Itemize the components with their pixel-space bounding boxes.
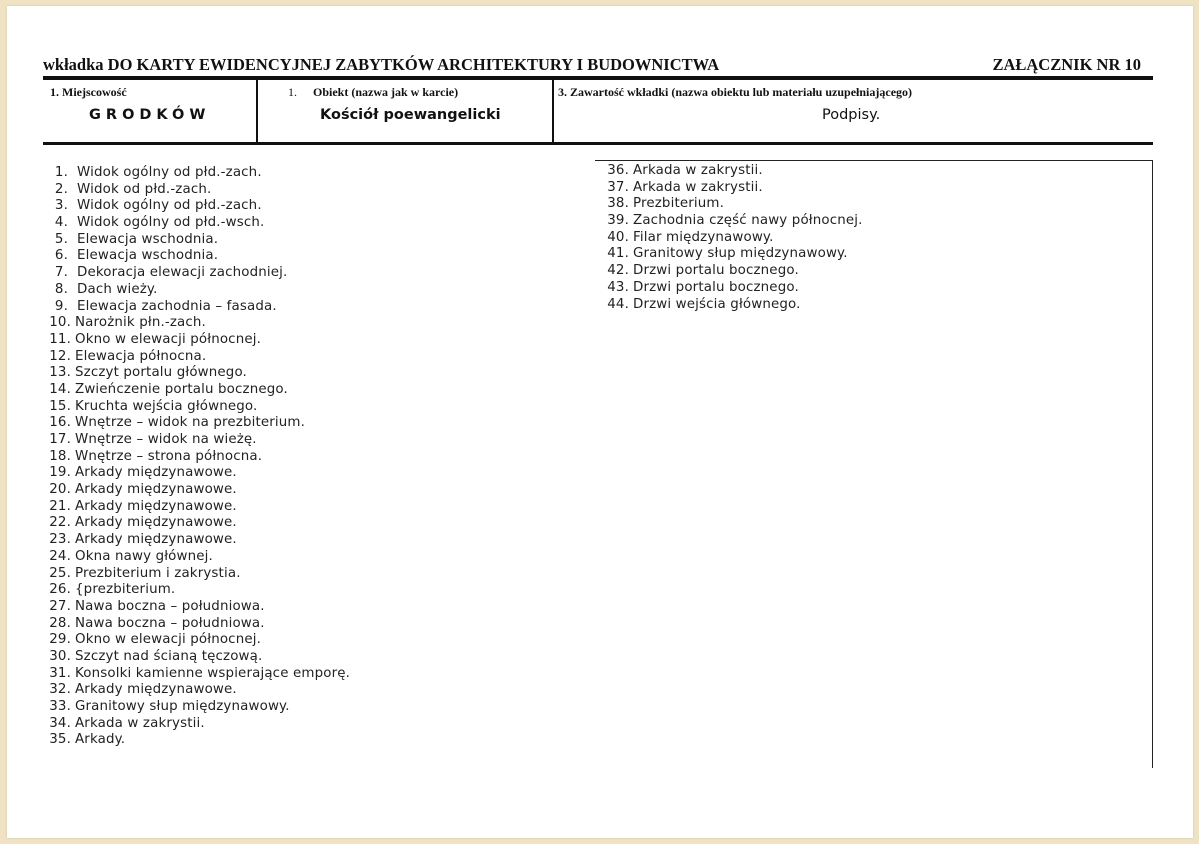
caption-number: 23.	[49, 532, 71, 548]
caption-item	[47, 282, 350, 299]
right-frame-side-line	[1152, 160, 1153, 768]
caption-number: 30.	[49, 648, 71, 664]
caption-text: Arkady międzynawowe.	[75, 515, 237, 531]
locality-label: 1. Miejscowość	[50, 85, 127, 99]
caption-item	[47, 482, 350, 499]
caption-number: 3.	[54, 198, 68, 214]
caption-number: 11.	[49, 331, 71, 347]
caption-number: 37.	[607, 179, 629, 195]
captions-list-left	[47, 165, 350, 749]
caption-text: Wnętrze – widok na prezbiterium.	[75, 415, 306, 431]
caption-item	[47, 232, 350, 249]
object-value: Kościół poewangelicki	[320, 107, 501, 123]
caption-number: 44.	[607, 296, 629, 312]
caption-item	[605, 297, 863, 314]
caption-text: Szczyt nad ścianą tęczową.	[75, 648, 263, 664]
caption-number: 19.	[49, 465, 71, 481]
caption-item	[605, 196, 863, 213]
caption-item	[47, 682, 350, 699]
caption-text: Arkady międzynawowe.	[75, 465, 237, 481]
captions-list-right	[605, 163, 863, 313]
caption-number: 36.	[607, 163, 629, 178]
caption-text: Dach wieży.	[77, 281, 158, 297]
caption-item	[47, 315, 350, 332]
caption-item	[47, 365, 350, 382]
caption-item	[47, 399, 350, 416]
object-label-number: 1.	[288, 85, 297, 99]
caption-item	[605, 230, 863, 247]
caption-item	[47, 449, 350, 466]
caption-item	[605, 163, 863, 180]
caption-text: Zachodnia część nawy północnej.	[633, 213, 863, 229]
caption-item	[47, 549, 350, 566]
caption-number: 6.	[54, 248, 68, 264]
caption-text: Elewacja wschodnia.	[77, 231, 219, 247]
caption-number: 35.	[49, 732, 71, 748]
caption-item	[47, 699, 350, 716]
document-sheet	[7, 6, 1193, 838]
caption-text: Kruchta wejścia głównego.	[75, 398, 258, 414]
caption-text: Dekoracja elewacji zachodniej.	[77, 265, 288, 281]
caption-text: Narożnik płn.-zach.	[75, 315, 206, 331]
caption-number: 7.	[54, 265, 68, 281]
caption-text: Widok od płd.-zach.	[77, 181, 212, 197]
caption-number: 9.	[54, 298, 68, 314]
caption-number: 38.	[607, 196, 629, 212]
caption-number: 20.	[49, 482, 71, 498]
caption-number: 22.	[49, 515, 71, 531]
caption-text: Arkady.	[75, 732, 126, 748]
locality-value: GRODKÓW	[89, 107, 211, 123]
caption-text: Arkada w zakrystii.	[633, 179, 763, 195]
caption-number: 4.	[54, 215, 68, 231]
caption-text: Drzwi portalu bocznego.	[633, 279, 799, 295]
caption-number: 27.	[49, 598, 71, 614]
caption-number: 40.	[607, 229, 629, 245]
caption-text: Wnętrze – widok na wieżę.	[75, 432, 257, 447]
caption-number: 12.	[49, 348, 71, 364]
caption-number: 18.	[49, 448, 71, 464]
caption-item	[47, 465, 350, 482]
caption-number: 43.	[607, 279, 629, 295]
caption-text: Arkady międzynawowe.	[75, 682, 237, 698]
object-label: Obiekt (nazwa jak w karcie)	[313, 85, 459, 99]
caption-item	[605, 246, 863, 263]
caption-number: 41.	[607, 246, 629, 262]
caption-number: 8.	[54, 281, 68, 297]
caption-number: 42.	[607, 263, 629, 279]
caption-text: Prezbiterium i zakrystia.	[75, 565, 241, 581]
caption-text: Okno w elewacji północnej.	[75, 632, 261, 648]
caption-item	[47, 248, 350, 265]
column-divider	[552, 80, 554, 142]
caption-text: Widok ogólny od płd.-wsch.	[77, 215, 265, 231]
caption-text: Okna nawy głównej.	[75, 548, 213, 564]
caption-text: Zwieńczenie portalu bocznego.	[75, 381, 288, 397]
caption-text: Elewacja wschodnia.	[77, 248, 219, 264]
caption-item	[47, 582, 350, 599]
caption-number: 1.	[54, 165, 68, 180]
caption-item	[47, 616, 350, 633]
caption-text: Arkady międzynawowe.	[75, 498, 237, 514]
caption-item	[47, 265, 350, 282]
caption-item	[47, 299, 350, 316]
caption-text: Drzwi portalu bocznego.	[633, 263, 799, 279]
caption-number: 33.	[49, 699, 71, 714]
caption-text: Elewacja zachodnia – fasada.	[77, 298, 277, 314]
caption-text: Widok ogólny od płd.-zach.	[77, 198, 262, 214]
caption-item	[47, 165, 350, 182]
caption-item	[47, 532, 350, 549]
caption-text: Granitowy słup międzynawowy.	[75, 699, 290, 714]
caption-text: Nawa boczna – południowa.	[75, 615, 265, 631]
caption-item	[47, 499, 350, 516]
contents-label: 3. Zawartość wkładki (nazwa obiektu lub materiału uzupełniającego)	[558, 85, 913, 99]
caption-item	[47, 182, 350, 199]
caption-number: 16.	[49, 415, 71, 431]
caption-number: 25.	[49, 565, 71, 581]
caption-number: 34.	[49, 715, 71, 731]
caption-text: {prezbiterium.	[75, 582, 176, 598]
caption-number: 17.	[49, 432, 71, 447]
caption-item	[605, 180, 863, 197]
caption-item	[605, 213, 863, 230]
caption-item	[47, 649, 350, 666]
caption-item	[47, 716, 350, 733]
caption-item	[47, 666, 350, 683]
right-frame-top-line	[595, 160, 1153, 161]
caption-text: Arkada w zakrystii.	[75, 715, 205, 731]
caption-number: 14.	[49, 381, 71, 397]
contents-value: Podpisy.	[822, 107, 881, 123]
document-title: wkładka DO KARTY EWIDENCYJNEJ ZABYTKÓW ARCHITEKTURY I BUDOWNICTWA	[43, 55, 720, 74]
caption-item	[47, 382, 350, 399]
caption-number: 26.	[49, 582, 71, 598]
caption-item	[47, 415, 350, 432]
caption-item	[47, 599, 350, 616]
caption-text: Filar międzynawowy.	[633, 229, 774, 245]
caption-item	[47, 198, 350, 215]
caption-item	[47, 432, 350, 449]
caption-number: 28.	[49, 615, 71, 631]
caption-text: Prezbiterium.	[633, 196, 724, 212]
caption-number: 2.	[54, 181, 68, 197]
caption-text: Szczyt portalu głównego.	[75, 365, 247, 381]
caption-text: Konsolki kamienne wspierające emporę.	[75, 665, 351, 681]
caption-text: Arkady międzynawowe.	[75, 482, 237, 498]
caption-number: 5.	[54, 231, 68, 247]
caption-text: Elewacja północna.	[75, 348, 207, 364]
caption-item	[47, 349, 350, 366]
caption-number: 39.	[607, 213, 629, 229]
caption-item	[605, 263, 863, 280]
caption-item	[47, 632, 350, 649]
caption-item	[47, 732, 350, 749]
header-table	[43, 80, 1153, 145]
caption-number: 21.	[49, 498, 71, 514]
caption-text: Wnętrze – strona północna.	[75, 448, 263, 464]
caption-number: 31.	[49, 665, 71, 681]
caption-number: 24.	[49, 548, 71, 564]
caption-item	[47, 515, 350, 532]
caption-item	[47, 215, 350, 232]
caption-text: Drzwi wejścia głównego.	[633, 296, 801, 312]
caption-number: 15.	[49, 398, 71, 414]
caption-item	[47, 332, 350, 349]
column-divider	[256, 80, 258, 142]
caption-text: Arkady międzynawowe.	[75, 532, 237, 548]
attachment-number: ZAŁĄCZNIK NR 10	[992, 55, 1141, 74]
caption-number: 10.	[49, 315, 71, 331]
caption-text: Granitowy słup międzynawowy.	[633, 246, 848, 262]
caption-number: 13.	[49, 365, 71, 381]
caption-item	[47, 566, 350, 583]
caption-text: Arkada w zakrystii.	[633, 163, 763, 178]
caption-text: Okno w elewacji północnej.	[75, 331, 261, 347]
caption-number: 29.	[49, 632, 71, 648]
caption-item	[605, 280, 863, 297]
caption-number: 32.	[49, 682, 71, 698]
caption-text: Widok ogólny od płd.-zach.	[77, 165, 262, 180]
caption-text: Nawa boczna – południowa.	[75, 598, 265, 614]
